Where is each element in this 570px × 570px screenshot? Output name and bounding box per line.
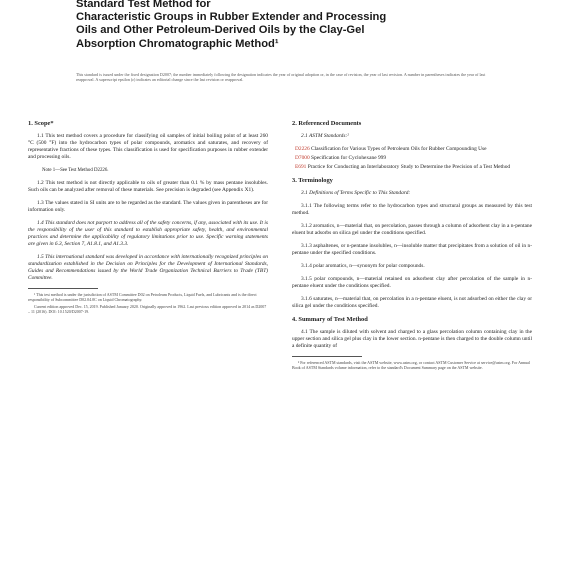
footnote-divider <box>292 356 362 357</box>
reference-link[interactable]: D2226 <box>295 146 310 152</box>
designation-notice: This standard is issued under the fixed designation D2007; the number immediately following the designation indicates the year of original adoption or, in the case of revision, the year of last revision. A number in parentheses indicates the year of last reapproval. A superscript epsilon (ε) indicates an editorial change since the last revision or reapproval. <box>76 72 486 83</box>
paragraph-1-2: 1.2 This test method is not directly applicable to oils of greater than 0.1 % by mass pentane insolubles. Such oils can be analyzed after removal of these materials. See precision is degraded (see Appendix X1). <box>28 180 268 193</box>
reference-item <box>295 155 532 162</box>
paragraph-3-1-5: 3.1.5 polar compounds, n—material retained on adsorbent clay after percolation of the sample in n-pentane eluent under the conditions specified. <box>292 276 532 289</box>
note-1: Note 1—See Test Method D2226. <box>42 168 109 173</box>
reference-link[interactable]: E691 <box>295 164 307 170</box>
paragraph-2-1: 2.1 ASTM Standards:² <box>301 133 349 139</box>
paragraph-1-5: 1.5 This international standard was developed in accordance with internationally recognized principles on standardization established in the Decision on Principles for the Development of International Standards, Guides and Recommendations issued by the World Trade Organization Technical Barriers to Trade (TBT) Committee. <box>28 254 268 281</box>
paragraph-1-1: 1.1 This test method covers a procedure for classifying oil samples of initial boiling point of at least 260 °C (500 °F) into the hydrocarbon types of polar compounds, aromatics and saturates, and recovery of representative fractions of these types. This classification is used for specification purposes in rubber extender and processing oils. <box>28 133 268 160</box>
paragraph-3-1-3: 3.1.3 asphaltenes, or n-pentane insolubles, n—insoluble matter that precipitates from a solution of oil in n-pentane under the specified conditions. <box>292 243 532 256</box>
paragraph-3-1-1: 3.1.1 The following terms refer to the hydrocarbon types and structural groups as measured by this test method. <box>292 203 532 216</box>
title-line: Absorption Chromatographic Method¹ <box>76 37 279 50</box>
left-column <box>28 120 268 316</box>
paragraph-4-1: 4.1 The sample is diluted with solvent and charged to a glass percolation column containing clay in the upper section and silica gel plus clay in the lower section. n-pentane is then charged to the double column until a definite quantity of <box>292 329 532 349</box>
paragraph-1-3: 1.3 The values stated in SI units are to be regarded as the standard. The values given in parentheses are for information only. <box>28 200 268 213</box>
paragraph-3-1: 3.1 Definitions of Terms Specific to This Standard: <box>301 190 411 196</box>
reference-link[interactable]: D7000 <box>295 155 310 161</box>
paragraph-3-1-4: 3.1.4 polar aromatics, n—synonym for polar compounds. <box>301 263 425 269</box>
section-heading-terminology: 3. Terminology <box>292 177 333 184</box>
section-heading-scope: 1. Scope* <box>28 120 54 127</box>
paragraph-3-1-6: 3.1.6 saturates, n—material that, on percolation in a n-pentane eluent, is not adsorbed on either the clay or silica gel under the conditions specified. <box>292 296 532 309</box>
footnote-divider <box>28 288 98 289</box>
reference-title: Practice for Conducting an Interlaboratory Study to Determine the Precision of a Test Method <box>306 164 511 170</box>
reference-title: Specification for Cyclohexane 999 <box>309 155 387 161</box>
right-column <box>292 120 532 372</box>
section-heading-referenced-documents: 2. Referenced Documents <box>292 120 362 127</box>
reference-item <box>295 164 532 171</box>
title-line: Standard Test Method for <box>76 0 211 10</box>
reference-item <box>295 146 532 153</box>
footnote-1: ¹ This test method is under the jurisdiction of ASTM Committee D02 on Petroleum Products, Liquid Fuels, and Lubricants and is the direct responsibility of Subcommittee D02.04.0C on Liquid Chromatography. <box>28 292 257 302</box>
reference-title: Classification for Various Types of Petroleum Oils for Rubber Compounding Use <box>309 146 487 152</box>
paragraph-3-1-2: 3.1.2 aromatics, n—material that, on percolation, passes through a column of adsorbent clay in a n-pentane eluent but adsorbs on silica gel under the conditions specified. <box>292 223 532 236</box>
footnote-edition: Current edition approved Dec. 15, 2019. Published January 2020. Originally approved in 1962. Last previous edition approved in 2014 as D2007 – 11 (2016). DOI: 10.1520/D2007-19. <box>28 304 267 314</box>
document-title <box>76 0 506 51</box>
footnote-2: ² For referenced ASTM standards, visit the ASTM website, www.astm.org, or contact ASTM Customer Service at service@astm.org. For Annual Book of ASTM Standards volume information, refer to the standard's Document Summary page on the ASTM website. <box>292 360 530 370</box>
section-heading-summary: 4. Summary of Test Method <box>292 316 368 323</box>
title-line: Characteristic Groups in Rubber Extender and Processing <box>76 11 387 24</box>
paragraph-1-4: 1.4 This standard does not purport to address all of the safety concerns, if any, associated with its use. It is the responsibility of the user of this standard to establish appropriate safety, health, and environmental practices and determine the applicability of regulatory limitations prior to use. Specific warning statements are given in 6.3, Section 7, A1.8.1, and A1.3.3. <box>28 220 268 247</box>
title-line: Oils and Other Petroleum-Derived Oils by the Clay-Gel <box>76 24 365 37</box>
